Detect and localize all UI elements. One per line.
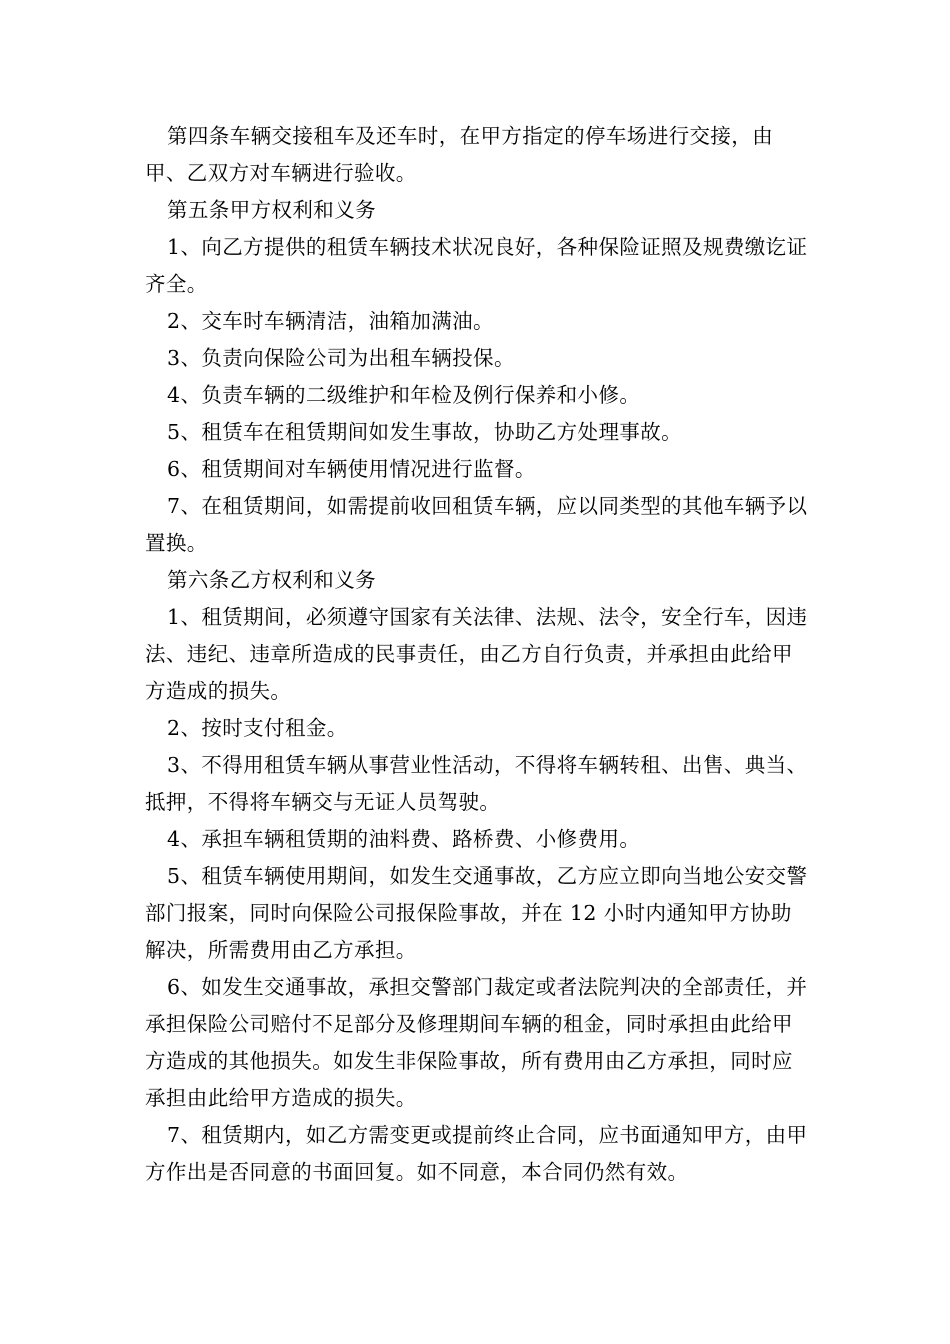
party-b-item-5: 5、租赁车辆使用期间，如发生交通事故，乙方应立即向当地公安交警部门报案，同时向保险公司报保险事故，并在 12 小时内通知甲方协助解决，所需费用由乙方承担。 bbox=[145, 864, 808, 962]
party-a-item-5: 5、租赁车在租赁期间如发生事故，协助乙方处理事故。 bbox=[167, 420, 683, 444]
clause-5-heading: 第五条甲方权利和义务 bbox=[167, 198, 376, 222]
party-a-item-2: 2、交车时车辆清洁，油箱加满油。 bbox=[167, 309, 494, 333]
party-a-item-3: 3、负责向保险公司为出租车辆投保。 bbox=[167, 346, 515, 370]
party-b-item-6: 6、如发生交通事故，承担交警部门裁定或者法院判决的全部责任，并承担保险公司赔付不足部分及修理期间车辆的租金，同时承担由此给甲方造成的其他损失。如发生非保险事故，所有费用由乙方承担，同时应承担由此给甲方造成的损失。 bbox=[145, 975, 808, 1110]
party-b-item-3: 3、不得用租赁车辆从事营业性活动，不得将车辆转租、出售、典当、抵押，不得将车辆交与无证人员驾驶。 bbox=[145, 753, 808, 814]
party-a-item-6: 6、租赁期间对车辆使用情况进行监督。 bbox=[167, 457, 536, 481]
clause-6-heading: 第六条乙方权利和义务 bbox=[167, 568, 376, 592]
party-a-item-1: 1、向乙方提供的租赁车辆技术状况良好，各种保险证照及规费缴讫证齐全。 bbox=[145, 235, 808, 296]
party-b-item-2: 2、按时支付租金。 bbox=[167, 716, 348, 740]
party-b-item-1: 1、租赁期间，必须遵守国家有关法律、法规、法令，安全行车，因违法、违纪、违章所造成的民事责任，由乙方自行负责，并承担由此给甲方造成的损失。 bbox=[145, 605, 808, 703]
party-b-item-4: 4、承担车辆租赁期的油料费、路桥费、小修费用。 bbox=[167, 827, 641, 851]
party-a-item-7: 7、在租赁期间，如需提前收回租赁车辆，应以同类型的其他车辆予以置换。 bbox=[145, 494, 808, 555]
document-page bbox=[145, 118, 810, 1191]
clause-4-handover: 第四条车辆交接租车及还车时，在甲方指定的停车场进行交接，由甲、乙双方对车辆进行验收。 bbox=[145, 124, 774, 185]
party-a-item-4: 4、负责车辆的二级维护和年检及例行保养和小修。 bbox=[167, 383, 641, 407]
party-b-item-7: 7、租赁期内，如乙方需变更或提前终止合同，应书面通知甲方，由甲方作出是否同意的书面回复。如不同意，本合同仍然有效。 bbox=[145, 1123, 808, 1184]
